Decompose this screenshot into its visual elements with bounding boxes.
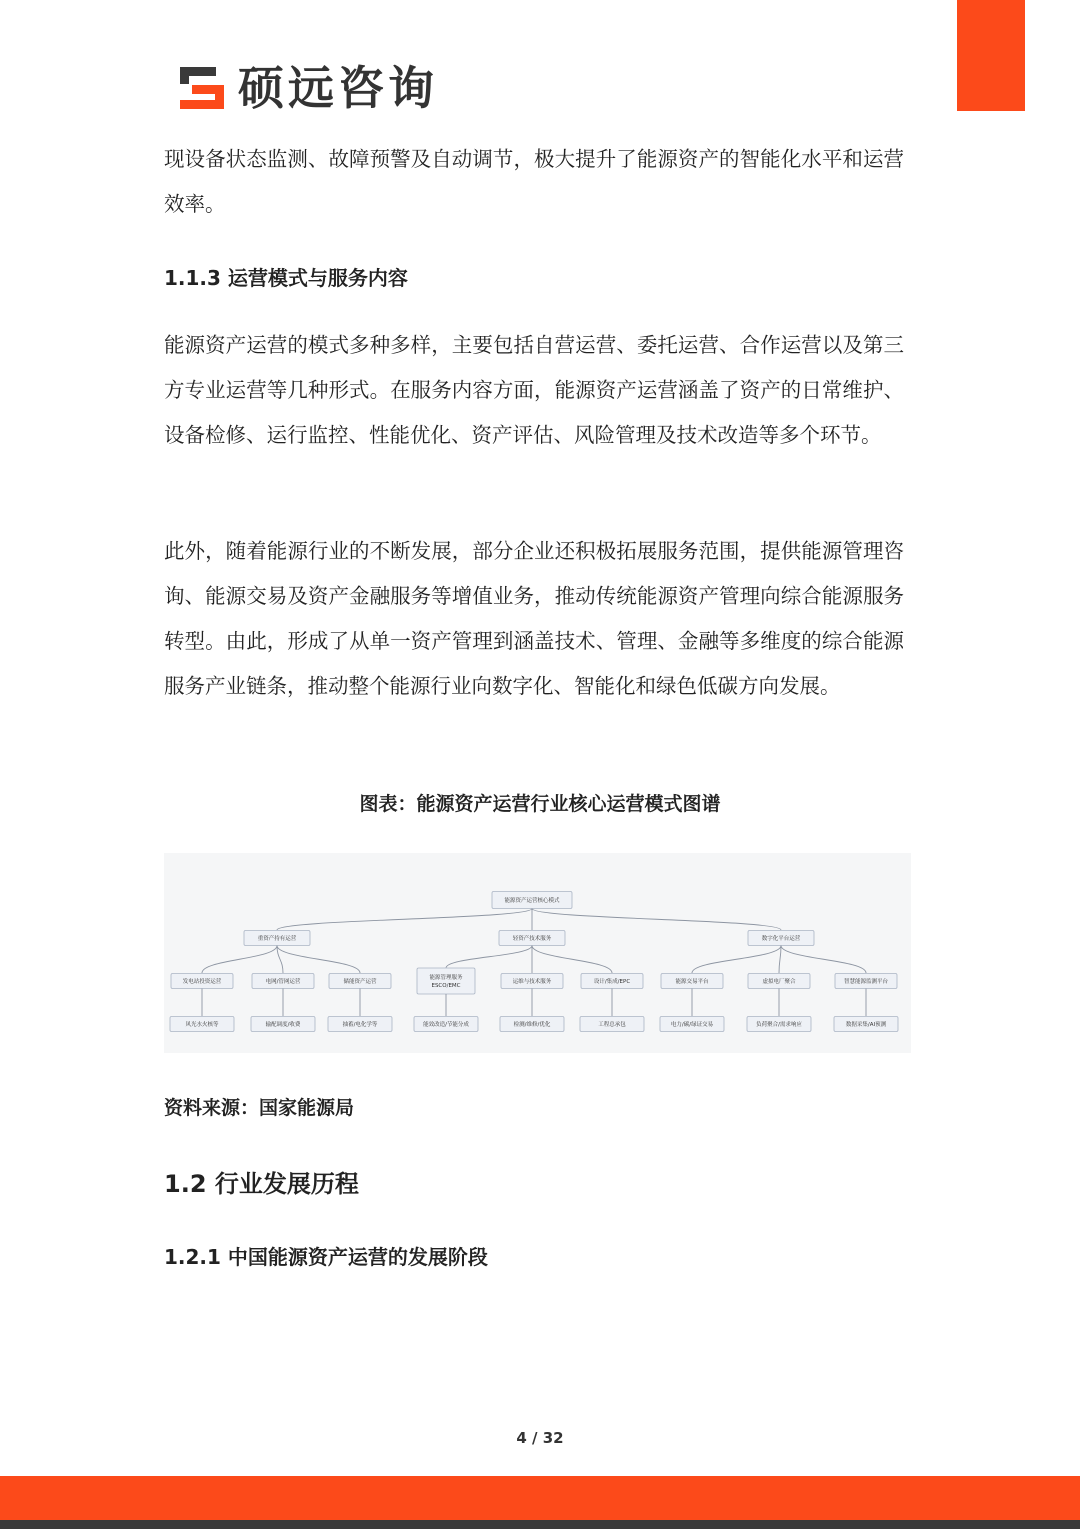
- diagram-edge: [202, 946, 277, 974]
- diagram-detail-node-label: 电力/碳/绿证交易: [670, 1022, 714, 1028]
- section-heading-1-2-1: 1.2.1 中国能源资产运营的发展阶段: [164, 1245, 488, 1269]
- diagram-mode-node-label: 虚拟电厂聚合: [762, 979, 796, 985]
- operation-mode-diagram: [164, 853, 911, 1053]
- paragraph-service-extension: 此外，随着能源行业的不断发展，部分企业还积极拓展服务范围，提供能源管理咨询、能源交易及资产金融服务等增值业务，推动传统能源资产管理向综合能源服务转型。由此，形成了从单一资产管理到涵盖技术、管理、金融等多维度的综合能源服务产业链条，推动整个能源行业向数字化、智能化和绿色低碳方向发展。: [164, 539, 904, 698]
- diagram-mode-node-label: 储能资产运营: [343, 979, 377, 985]
- logo-text: 硕远咨询: [238, 61, 438, 115]
- diagram-branch-node-label: 重资产持有运营: [257, 936, 297, 942]
- diagram-detail-node-label: 输配调度/收费: [265, 1022, 301, 1028]
- diagram-edge: [532, 909, 781, 931]
- diagram-mode-node-label: ESCO/EMC: [431, 983, 461, 989]
- diagram-root-node-label: 能源资产运营核心模式: [504, 898, 560, 904]
- header-accent-bar: [957, 0, 1025, 111]
- footer-accent-bar: [0, 1476, 1080, 1520]
- diagram-mode-node-label: 运维与技术服务: [512, 979, 552, 985]
- diagram-detail-node-label: 数据采集/AI预测: [845, 1022, 887, 1028]
- diagram-mode-node-label: 智慧能源监测平台: [843, 979, 889, 985]
- diagram-detail-node-label: 风光水火核等: [185, 1022, 219, 1028]
- section-heading-1-2: 1.2 行业发展历程: [164, 1170, 359, 1198]
- section-heading-1-1-3: 1.1.3 运营模式与服务内容: [164, 266, 408, 290]
- page-number: 4 / 32: [516, 1429, 564, 1447]
- footer-dark-strip: [0, 1520, 1080, 1529]
- source-note: 资料来源：国家能源局: [164, 1097, 355, 1119]
- diagram-edge: [781, 946, 866, 974]
- diagram-edge: [446, 946, 532, 969]
- diagram-branch-node-label: 数字化平台运营: [761, 936, 801, 942]
- diagram-detail-node-label: 抽蓄/电化学等: [342, 1022, 378, 1028]
- diagram-mode-node-label: 能源交易平台: [675, 979, 709, 985]
- paragraph-intro-continued: 现设备状态监测、故障预警及自动调节，极大提升了能源资产的智能化水平和运营效率。: [164, 147, 904, 216]
- diagram-detail-node-label: 能效改造/节能分成: [423, 1022, 469, 1028]
- diagram-detail-node-label: 负荷聚合/需求响应: [756, 1022, 802, 1028]
- diagram-detail-node-label: 工程总承包: [598, 1022, 626, 1028]
- figure-title: 图表：能源资产运营行业核心运营模式图谱: [359, 793, 721, 815]
- diagram-edge: [277, 909, 532, 931]
- diagram-mode-node-label: 能源管理服务: [429, 975, 463, 981]
- diagram-mode-node: [417, 968, 475, 994]
- diagram-detail-node-label: 检测/维修/优化: [513, 1022, 551, 1028]
- diagram-edge: [692, 946, 781, 974]
- paragraph-operation-modes: 能源资产运营的模式多种多样，主要包括自营运营、委托运营、合作运营以及第三方专业运营等几种形式。在服务内容方面，能源资产运营涵盖了资产的日常维护、设备检修、运行监控、性能优化、资产评估、风险管理及技术改造等多个环节。: [164, 333, 904, 447]
- diagram-mode-node-label: 发电站投资运营: [182, 979, 222, 985]
- diagram-edge: [277, 946, 360, 974]
- diagram-edge: [779, 946, 781, 974]
- logo-mark-icon: [176, 63, 228, 113]
- diagram-mode-node-label: 设计/集成/EPC: [593, 979, 631, 985]
- company-logo: [176, 60, 438, 116]
- diagram-edge: [532, 946, 612, 974]
- diagram-branch-node-label: 轻资产技术服务: [512, 936, 552, 942]
- diagram-mode-node-label: 电网/管网运营: [265, 979, 301, 985]
